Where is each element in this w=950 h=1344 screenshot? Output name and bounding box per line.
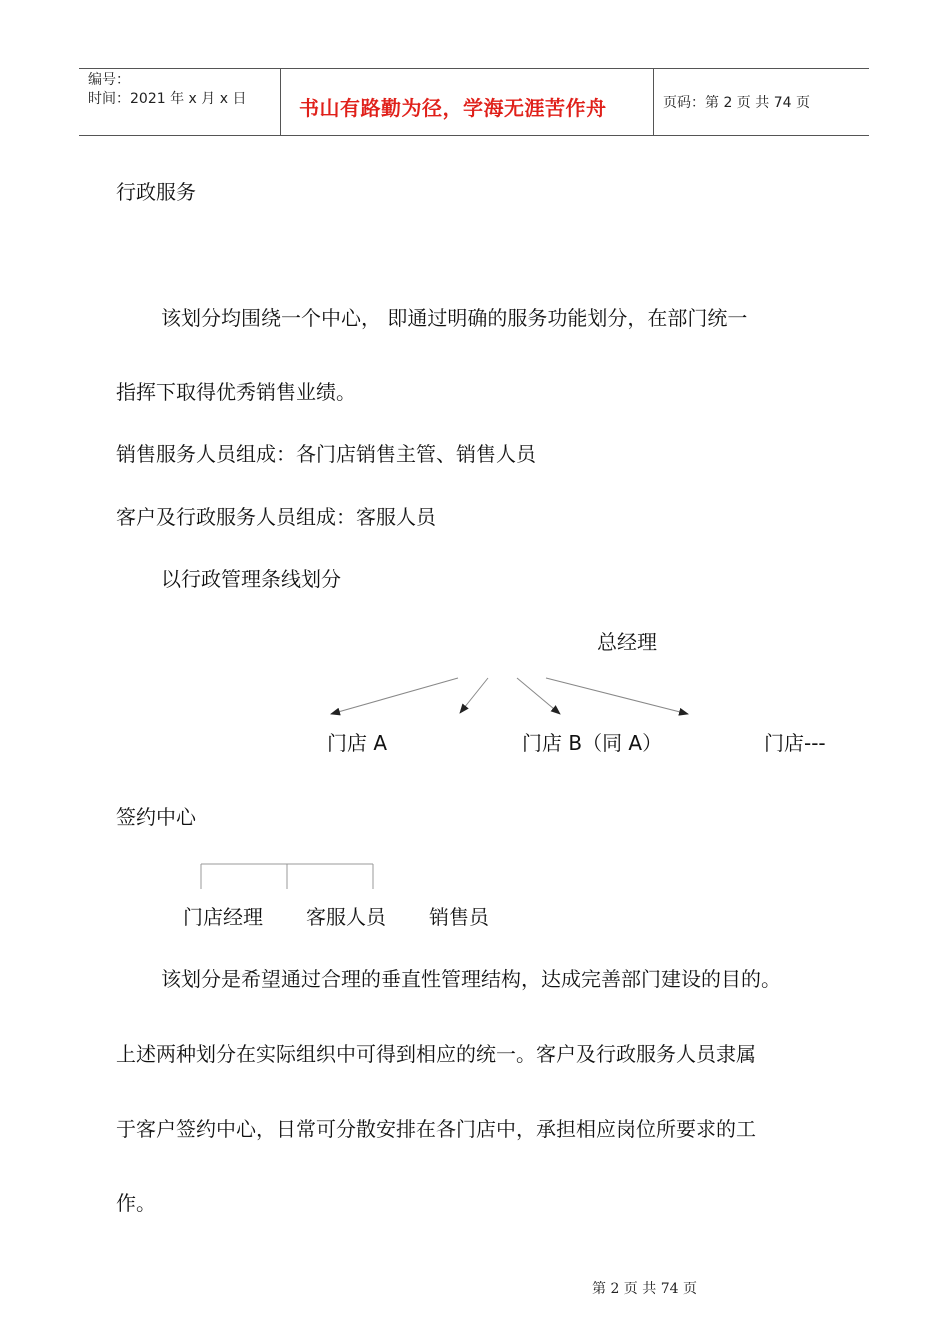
admin-division-heading: 以行政管理条线划分	[161, 567, 341, 591]
paragraph-3-line-3: 作。	[116, 1191, 156, 1215]
sales-staff-composition: 销售服务人员组成：各门店销售主管、销售人员	[116, 442, 536, 466]
org-node-signing-center: 签约中心	[116, 805, 196, 829]
org-subrole-customer-service: 客服人员	[306, 905, 386, 929]
arrow-to-store-a2	[460, 678, 488, 713]
doc-number-label: 编号：	[88, 72, 130, 88]
org-root-general-manager: 总经理	[597, 630, 657, 654]
arrow-to-store-more	[546, 678, 688, 714]
org-subrole-store-manager: 门店经理	[183, 905, 263, 929]
paragraph-3-line-1: 上述两种划分在实际组织中可得到相应的统一。客户及行政服务人员隶属	[116, 1042, 756, 1066]
paragraph-1-line-2: 指挥下取得优秀销售业绩。	[116, 380, 356, 404]
org-node-store-b: 门店 B（同 A）	[522, 731, 663, 755]
header-page-info: 页码：第 2 页 共 74 页	[663, 95, 810, 111]
org-subrole-salesperson: 销售员	[429, 905, 489, 929]
doc-time-label: 时间：2021 年 x 月 x 日	[88, 91, 247, 107]
customer-staff-composition: 客户及行政服务人员组成：客服人员	[116, 505, 436, 529]
paragraph-3-line-2: 于客户签约中心，日常可分散安排在各门店中，承担相应岗位所要求的工	[116, 1117, 756, 1141]
org-node-store-a: 门店 A	[327, 731, 388, 755]
section-admin-service: 行政服务	[116, 180, 196, 204]
footer-page-number: 第 2 页 共 74 页	[592, 1281, 697, 1297]
header-motto: 书山有路勤为径，学海无涯苦作舟	[299, 96, 607, 120]
arrow-to-store-b	[517, 678, 560, 714]
paragraph-2: 该划分是希望通过合理的垂直性管理结构，达成完善部门建设的目的。	[161, 967, 781, 991]
arrow-to-store-a	[331, 678, 458, 714]
org-node-store-more: 门店---	[764, 731, 826, 755]
paragraph-1-line-1: 该划分均围绕一个中心， 即通过明确的服务功能划分，在部门统一	[161, 306, 748, 330]
